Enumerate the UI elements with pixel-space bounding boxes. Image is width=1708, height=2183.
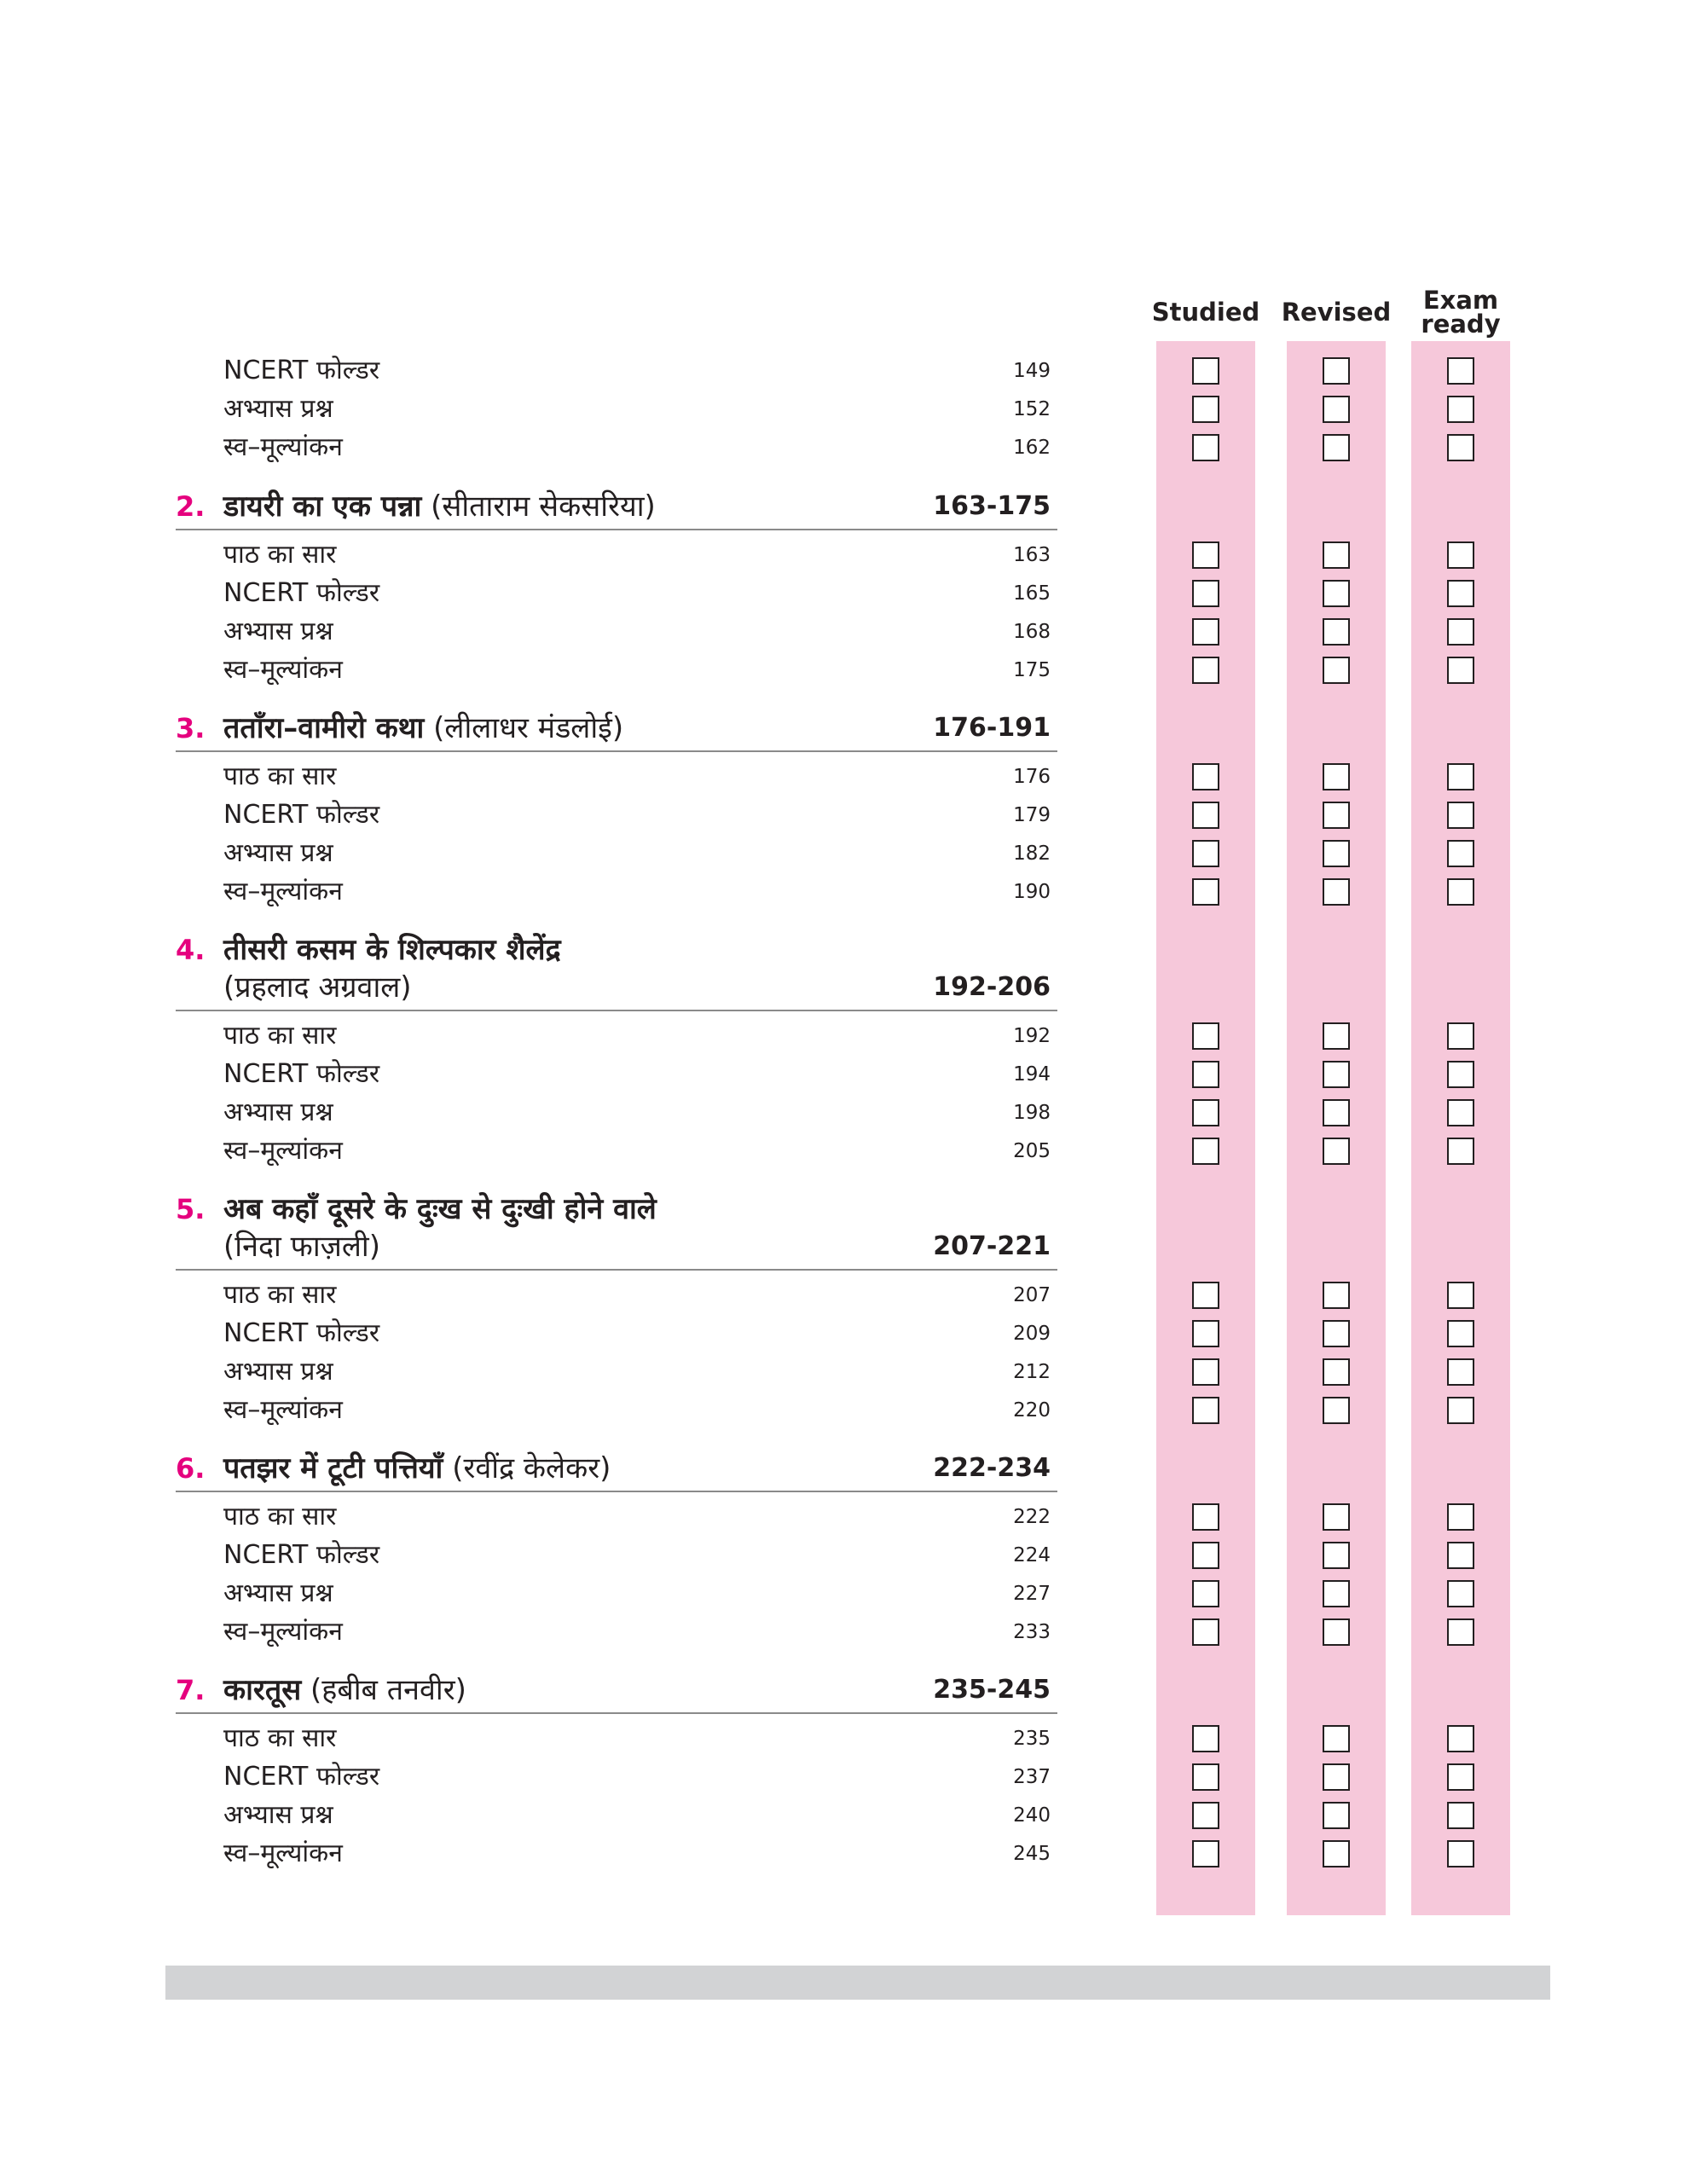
- exam-ready-checkbox[interactable]: [1447, 1320, 1474, 1347]
- toc-row: [223, 1016, 1051, 1056]
- chapter-title: [223, 483, 656, 530]
- studied-checkbox[interactable]: [1192, 1022, 1219, 1050]
- exam-ready-checkbox[interactable]: [1447, 657, 1474, 684]
- page-number: 168: [1013, 621, 1051, 643]
- page-number: 152: [1013, 398, 1051, 420]
- chapter-heading: [176, 483, 1051, 530]
- toc-label: NCERT फोल्डर: [223, 1762, 380, 1792]
- exam-ready-checkbox[interactable]: [1447, 1358, 1474, 1386]
- page-number: 190: [1013, 881, 1051, 903]
- toc-row: [223, 1497, 1051, 1537]
- revised-checkbox[interactable]: [1323, 878, 1350, 906]
- chapter-name: तताँरा–वामीरो कथा: [223, 711, 425, 745]
- revised-checkbox[interactable]: [1323, 618, 1350, 646]
- page-number: 182: [1013, 843, 1051, 865]
- revised-checkbox[interactable]: [1323, 1320, 1350, 1347]
- exam-ready-checkbox[interactable]: [1447, 1138, 1474, 1165]
- page-number: 205: [1013, 1140, 1051, 1162]
- studied-checkbox[interactable]: [1192, 1138, 1219, 1165]
- toc-row: [223, 1132, 1051, 1171]
- chapter-author: (रवींद्र केलेकर): [452, 1451, 611, 1485]
- divider: [176, 750, 1057, 752]
- revised-checkbox[interactable]: [1323, 541, 1350, 569]
- toc-label: पाठ का सार: [223, 1723, 337, 1753]
- studied-checkbox[interactable]: [1192, 878, 1219, 906]
- toc-label: पाठ का सार: [223, 540, 337, 570]
- toc-row: [223, 1719, 1051, 1758]
- page-number: 227: [1013, 1583, 1051, 1605]
- exam-ready-checkbox[interactable]: [1447, 1580, 1474, 1607]
- studied-column: [1156, 341, 1255, 1915]
- page-number: 165: [1013, 582, 1051, 605]
- page-number: 235: [1013, 1728, 1051, 1750]
- divider: [176, 1712, 1057, 1714]
- studied-checkbox[interactable]: [1192, 1503, 1219, 1531]
- studied-checkbox[interactable]: [1192, 541, 1219, 569]
- studied-checkbox[interactable]: [1192, 1763, 1219, 1791]
- studied-checkbox[interactable]: [1192, 1061, 1219, 1088]
- revised-checkbox[interactable]: [1323, 657, 1350, 684]
- page-number: 179: [1013, 804, 1051, 826]
- chapter-name: अब कहाँ दूसरे के दुःख से दुःखी होने वाले: [223, 1192, 657, 1226]
- chapter-page-range: 207-221: [933, 1231, 1051, 1261]
- toc-label: स्व–मूल्यांकन: [223, 655, 343, 685]
- exam-ready-checkbox[interactable]: [1447, 580, 1474, 607]
- chapter-author: (निदा फाज़ली): [223, 1230, 380, 1264]
- chapter-number: 2.: [176, 490, 206, 523]
- toc-label: NCERT फोल्डर: [223, 1318, 380, 1348]
- toc-row: [223, 390, 1051, 429]
- divider: [176, 1269, 1057, 1271]
- revised-checkbox[interactable]: [1323, 840, 1350, 867]
- revised-checkbox[interactable]: [1323, 580, 1350, 607]
- toc-row: [223, 351, 1051, 391]
- revised-column: [1287, 341, 1386, 1915]
- toc-row: [223, 1757, 1051, 1797]
- exam-ready-checkbox[interactable]: [1447, 1725, 1474, 1752]
- studied-checkbox[interactable]: [1192, 1580, 1219, 1607]
- toc-label: अभ्यास प्रश्न: [223, 617, 333, 646]
- toc-row: [223, 1314, 1051, 1353]
- toc-row: [223, 1574, 1051, 1613]
- exam-ready-checkbox[interactable]: [1447, 840, 1474, 867]
- toc-row: [223, 796, 1051, 835]
- page-number: 162: [1013, 437, 1051, 459]
- studied-checkbox[interactable]: [1192, 1320, 1219, 1347]
- chapter-number: 6.: [176, 1452, 206, 1485]
- revised-checkbox[interactable]: [1323, 1282, 1350, 1309]
- divider: [176, 529, 1057, 530]
- revised-checkbox[interactable]: [1323, 1397, 1350, 1424]
- exam-ready-checkbox[interactable]: [1447, 1022, 1474, 1050]
- chapter-author: (प्रहलाद अग्रवाल): [223, 970, 412, 1005]
- toc-row: [223, 1276, 1051, 1315]
- chapter-number: 5.: [176, 1193, 206, 1225]
- toc-label: स्व–मूल्यांकन: [223, 1136, 343, 1166]
- revised-checkbox[interactable]: [1323, 1138, 1350, 1165]
- toc-row: [223, 1055, 1051, 1094]
- toc-row: [223, 834, 1051, 873]
- chapter-heading: [176, 1666, 1051, 1714]
- toc-label: अभ्यास प्रश्न: [223, 1357, 333, 1387]
- studied-checkbox[interactable]: [1192, 1725, 1219, 1752]
- studied-checkbox[interactable]: [1192, 1358, 1219, 1386]
- chapter-page-range: 222-234: [933, 1453, 1051, 1483]
- chapter-number: 4.: [176, 934, 206, 966]
- page-number: 194: [1013, 1063, 1051, 1086]
- page-number: 192: [1013, 1025, 1051, 1047]
- studied-checkbox[interactable]: [1192, 802, 1219, 829]
- studied-checkbox[interactable]: [1192, 840, 1219, 867]
- toc-label: NCERT फोल्डर: [223, 800, 380, 830]
- toc-row: [223, 757, 1051, 796]
- studied-checkbox[interactable]: [1192, 1282, 1219, 1309]
- chapter-number: 7.: [176, 1674, 206, 1706]
- toc-label: स्व–मूल्यांकन: [223, 432, 343, 462]
- toc-label: अभ्यास प्रश्न: [223, 394, 333, 424]
- chapter-heading: [176, 704, 1051, 752]
- chapter-name: कारतूस: [223, 1673, 302, 1707]
- exam-ready-checkbox[interactable]: [1447, 396, 1474, 423]
- toc-row: [223, 1391, 1051, 1430]
- chapter-author: (लीलाधर मंडलोई): [433, 711, 624, 745]
- chapter-title: [223, 1445, 611, 1492]
- toc-row: [223, 1093, 1051, 1132]
- chapter-author: (सीताराम सेकसरिया): [431, 489, 656, 524]
- exam-ready-checkbox[interactable]: [1447, 1542, 1474, 1569]
- toc-row: [223, 1536, 1051, 1575]
- revised-checkbox[interactable]: [1323, 1725, 1350, 1752]
- toc-label: स्व–मूल्यांकन: [223, 1395, 343, 1425]
- revised-checkbox[interactable]: [1323, 1618, 1350, 1646]
- page-number: 207: [1013, 1284, 1051, 1306]
- studied-checkbox[interactable]: [1192, 1618, 1219, 1646]
- exam-ready-header: Exam ready: [1421, 286, 1501, 339]
- chapter-name: पतझर में टूटी पत्तियाँ: [223, 1451, 443, 1485]
- chapter-title: [223, 1666, 466, 1714]
- toc-row: [223, 574, 1051, 613]
- chapter-page-range: 192-206: [933, 972, 1051, 1002]
- chapter-heading: [176, 1185, 1051, 1271]
- page-number: 175: [1013, 659, 1051, 681]
- chapter-heading: [176, 926, 1051, 1011]
- exam-ready-checkbox[interactable]: [1447, 1503, 1474, 1531]
- studied-header: Studied: [1151, 298, 1260, 327]
- exam-ready-checkbox[interactable]: [1447, 1618, 1474, 1646]
- toc-label: अभ्यास प्रश्न: [223, 838, 333, 868]
- page-number: 220: [1013, 1399, 1051, 1422]
- chapter-title: [223, 704, 623, 752]
- toc-label: पाठ का सार: [223, 1502, 337, 1532]
- toc-row: [223, 428, 1051, 467]
- toc-row: [223, 1834, 1051, 1873]
- footer-bar: [165, 1966, 1550, 2000]
- toc-row: [223, 612, 1051, 651]
- revised-checkbox[interactable]: [1323, 396, 1350, 423]
- revised-header: Revised: [1281, 298, 1392, 327]
- page-number: 163: [1013, 544, 1051, 566]
- studied-checkbox[interactable]: [1192, 580, 1219, 607]
- page-number: 212: [1013, 1361, 1051, 1383]
- chapter-page-range: 176-191: [933, 713, 1051, 743]
- exam-ready-checkbox[interactable]: [1447, 1840, 1474, 1867]
- toc-row: [223, 651, 1051, 690]
- revised-checkbox[interactable]: [1323, 1763, 1350, 1791]
- chapter-author: (हबीब तनवीर): [310, 1673, 466, 1707]
- page-number: 245: [1013, 1843, 1051, 1865]
- page-number: 176: [1013, 766, 1051, 788]
- exam-ready-checkbox[interactable]: [1447, 357, 1474, 385]
- studied-checkbox[interactable]: [1192, 1099, 1219, 1126]
- page-number: 198: [1013, 1102, 1051, 1124]
- exam-ready-checkbox[interactable]: [1447, 878, 1474, 906]
- toc-label: पाठ का सार: [223, 761, 337, 791]
- toc-label: अभ्यास प्रश्न: [223, 1097, 333, 1127]
- toc-row: [223, 1352, 1051, 1392]
- studied-checkbox[interactable]: [1192, 657, 1219, 684]
- revised-checkbox[interactable]: [1323, 1840, 1350, 1867]
- studied-checkbox[interactable]: [1192, 1802, 1219, 1829]
- revised-checkbox[interactable]: [1323, 1580, 1350, 1607]
- page-number: 149: [1013, 360, 1051, 382]
- toc-label: अभ्यास प्रश्न: [223, 1800, 333, 1830]
- revised-checkbox[interactable]: [1323, 802, 1350, 829]
- studied-checkbox[interactable]: [1192, 1397, 1219, 1424]
- page-number: 222: [1013, 1506, 1051, 1528]
- chapter-number: 3.: [176, 712, 206, 744]
- studied-checkbox[interactable]: [1192, 396, 1219, 423]
- exam-ready-checkbox[interactable]: [1447, 1282, 1474, 1309]
- toc-label: अभ्यास प्रश्न: [223, 1578, 333, 1608]
- toc-row: [223, 1796, 1051, 1835]
- exam-ready-checkbox[interactable]: [1447, 763, 1474, 790]
- exam-ready-checkbox[interactable]: [1447, 541, 1474, 569]
- chapter-page-range: 163-175: [933, 491, 1051, 521]
- revised-checkbox[interactable]: [1323, 763, 1350, 790]
- exam-ready-checkbox[interactable]: [1447, 1061, 1474, 1088]
- revised-checkbox[interactable]: [1323, 1503, 1350, 1531]
- exam-ready-checkbox[interactable]: [1447, 1763, 1474, 1791]
- toc-label: स्व–मूल्यांकन: [223, 1617, 343, 1647]
- studied-checkbox[interactable]: [1192, 434, 1219, 461]
- studied-checkbox[interactable]: [1192, 1542, 1219, 1569]
- revised-checkbox[interactable]: [1323, 1022, 1350, 1050]
- toc-label: NCERT फोल्डर: [223, 1540, 380, 1570]
- revised-checkbox[interactable]: [1323, 1061, 1350, 1088]
- revised-checkbox[interactable]: [1323, 434, 1350, 461]
- revised-checkbox[interactable]: [1323, 357, 1350, 385]
- revised-checkbox[interactable]: [1323, 1099, 1350, 1126]
- divider: [176, 1491, 1057, 1492]
- exam-ready-checkbox[interactable]: [1447, 618, 1474, 646]
- exam-ready-checkbox[interactable]: [1447, 1397, 1474, 1424]
- toc-label: NCERT फोल्डर: [223, 1059, 380, 1089]
- studied-checkbox[interactable]: [1192, 618, 1219, 646]
- toc-row: [223, 872, 1051, 912]
- exam-ready-checkbox[interactable]: [1447, 434, 1474, 461]
- chapter-page-range: 235-245: [933, 1675, 1051, 1705]
- studied-checkbox[interactable]: [1192, 763, 1219, 790]
- exam-ready-column: [1411, 341, 1510, 1915]
- toc-label: NCERT फोल्डर: [223, 578, 380, 608]
- toc-label: NCERT फोल्डर: [223, 356, 380, 385]
- page-number: 224: [1013, 1544, 1051, 1566]
- revised-checkbox[interactable]: [1323, 1802, 1350, 1829]
- toc-row: [223, 536, 1051, 575]
- toc-label: स्व–मूल्यांकन: [223, 1838, 343, 1868]
- toc-row: [223, 1613, 1051, 1652]
- revised-checkbox[interactable]: [1323, 1358, 1350, 1386]
- chapter-heading: [176, 1445, 1051, 1492]
- toc-label: पाठ का सार: [223, 1280, 337, 1310]
- exam-ready-checkbox[interactable]: [1447, 1802, 1474, 1829]
- studied-checkbox[interactable]: [1192, 1840, 1219, 1867]
- divider: [176, 1010, 1057, 1011]
- page-number: 237: [1013, 1766, 1051, 1788]
- page-number: 209: [1013, 1323, 1051, 1345]
- chapter-name: तीसरी कसम के शिल्पकार शैलेंद्र: [223, 933, 561, 967]
- chapter-name: डायरी का एक पन्ना: [223, 489, 422, 524]
- page-number: 233: [1013, 1621, 1051, 1643]
- page-number: 240: [1013, 1804, 1051, 1827]
- revised-checkbox[interactable]: [1323, 1542, 1350, 1569]
- toc-label: स्व–मूल्यांकन: [223, 877, 343, 906]
- toc-label: पाठ का सार: [223, 1021, 337, 1051]
- exam-ready-checkbox[interactable]: [1447, 802, 1474, 829]
- studied-checkbox[interactable]: [1192, 357, 1219, 385]
- exam-ready-checkbox[interactable]: [1447, 1099, 1474, 1126]
